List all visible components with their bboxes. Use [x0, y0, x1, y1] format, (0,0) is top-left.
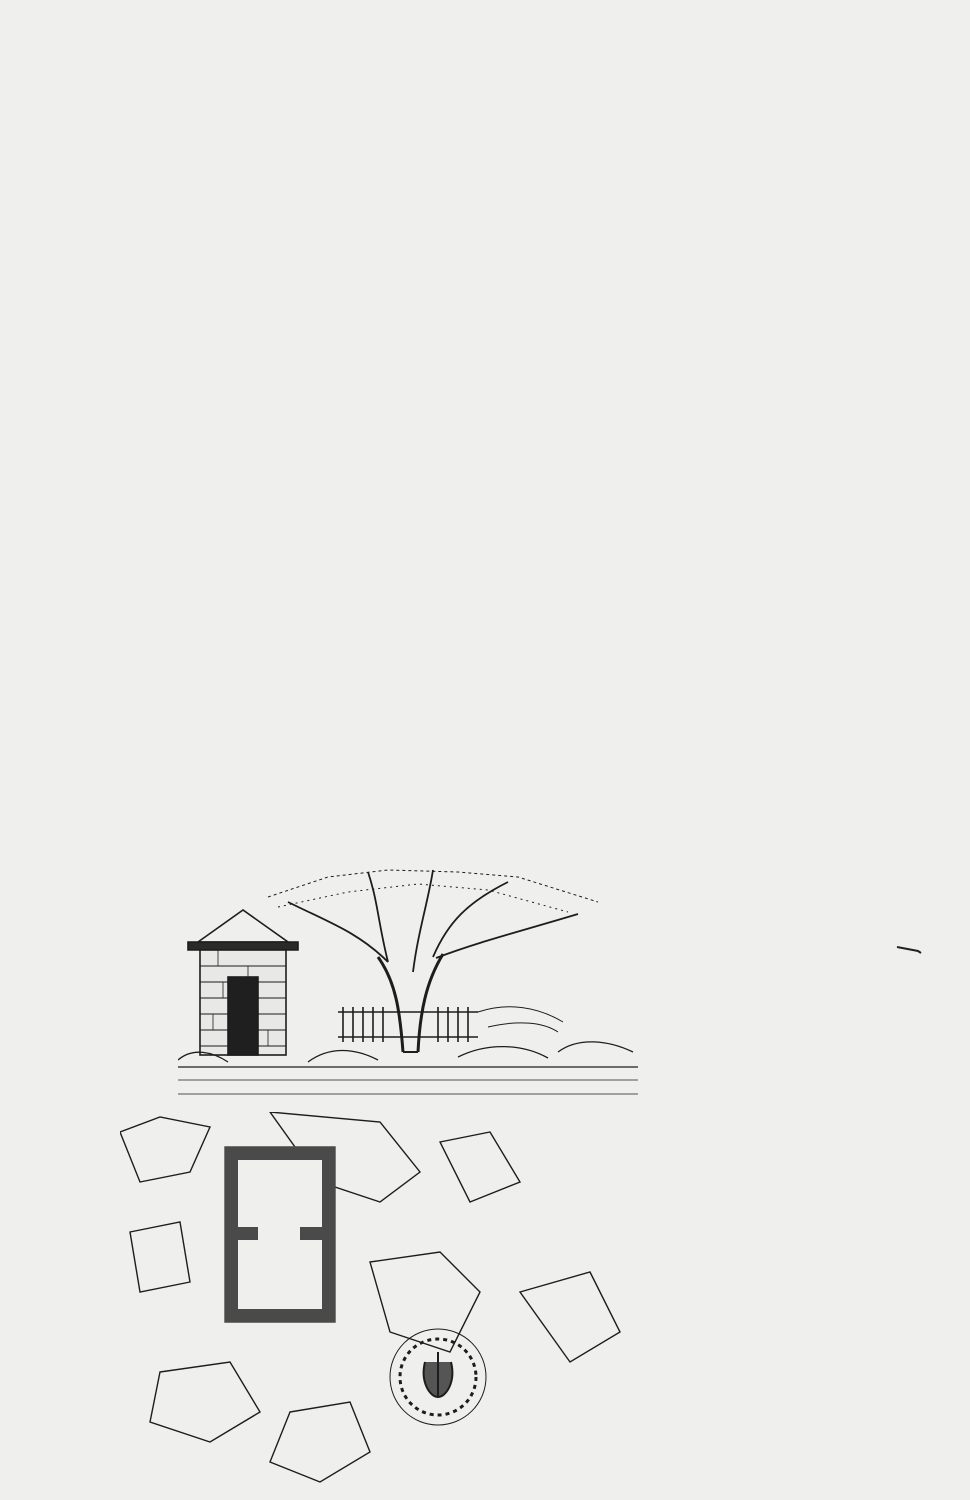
top-paragraph [92, 111, 951, 150]
site-plan-illustration [120, 1112, 635, 1497]
figure-caption [652, 1335, 970, 1368]
mysteries-section-text [92, 401, 951, 440]
temple-and-oak-illustration [178, 862, 638, 1112]
stray-mark [896, 944, 922, 954]
